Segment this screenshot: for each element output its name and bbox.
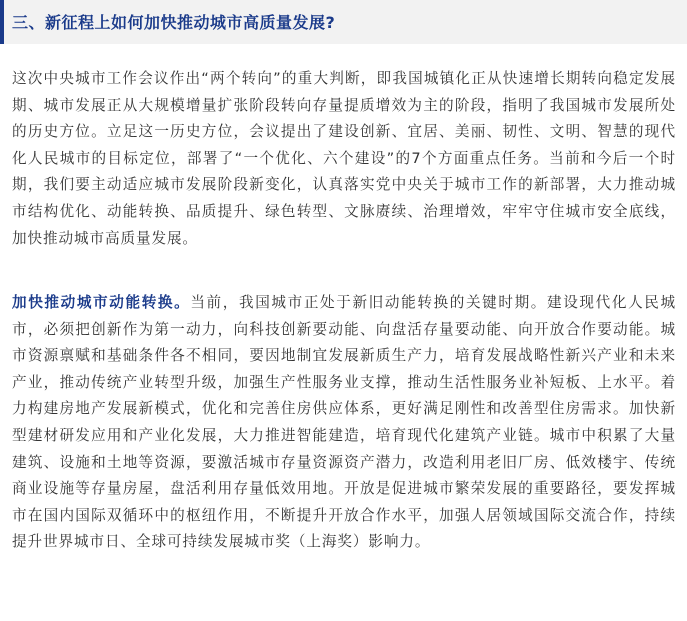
section-heading: 三、新征程上如何加快推动城市高质量发展? bbox=[12, 13, 336, 32]
paragraph-1: 这次中央城市工作会议作出“两个转向”的重大判断，即我国城镇化正从快速增长期转向稳定发展期、城市发展正从大规模增量扩张阶段转向存量提质增效为主的阶段，指明了我国城市发展所处的历史方位。立足这一历史方位，会议提出了建设创新、宜居、美丽、韧性、文明、智慧的现代化人民城市的目标定位，部署了“一个优化、六个建设”的7个方面重点任务。当前和今后一个时期，我们要主动适应城市发展阶段新变化，认真落实党中央关于城市工作的新部署，大力推动城市结构优化、动能转换、品质提升、绿色转型、文脉赓续、治理增效，牢牢守住城市安全底线，加快推动城市高质量发展。 bbox=[12, 70, 676, 247]
paragraph-2-body: 当前，我国城市正处于新旧动能转换的关键时期。建设现代化人民城市，必须把创新作为第一动力，向科技创新要动能、向盘活存量要动能、向开放合作要动能。城市资源禀赋和基础条件各不相同，要因地制宜发展新质生产力，培育发展战略性新兴产业和未来产业，推动传统产业转型升级，加强生产性服务业支撑，推动生活性服务业补短板、上水平。着力构建房地产发展新模式，优化和完善住房供应体系，更好满足刚性和改善型住房需求。加快新型建材研发应用和产业化发展，大力推进智能建造，培育现代化建筑产业链。城市中积累了大量建筑、设施和土地等资源，要激活城市存量资源资产潜力，改造利用老旧厂房、低效楼宇、传统商业设施等存量房屋，盘活利用存量低效用地。开放是促进城市繁荣发展的重要路径，要发挥城市在国内国际双循环中的枢纽作用，不断提升开放合作水平，加强人居领域国际交流合作，持续提升世界城市日、全球可持续发展城市奖（上海奖）影响力。 bbox=[12, 294, 676, 551]
paragraph-2 bbox=[12, 290, 676, 556]
paragraph-2-lead: 加快推动城市动能转换。 bbox=[12, 294, 191, 311]
section-heading-bar bbox=[0, 0, 687, 44]
